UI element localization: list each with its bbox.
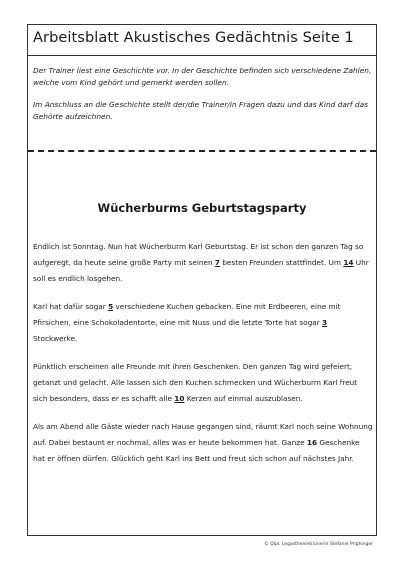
story-text: Geschenke hat er öffnen dürfen. Glücklich geht Karl ins Bett und freut sich schon auf nächstes Jahr.	[33, 438, 360, 463]
story-number: 7	[214, 258, 220, 267]
intro-paragraph-2: Im Anschluss an die Geschichte stellt der/die Trainer/in Fragen dazu und das Kind darf das Gehörte aufzeichnen.	[33, 100, 368, 121]
intro-paragraph-1: Der Trainer liest eine Geschichte vor. In der Geschichte befinden sich verschiedene Zahlen, welche vom Kind gehört und gemerkt werden sollen.	[33, 66, 372, 87]
story-number: 3	[322, 318, 328, 327]
dashed-divider	[28, 150, 376, 152]
story-text: Als am Abend alle Gäste wieder nach Hause gegangen sind, räumt Karl noch seine Wohnung auf. Dabei bestaunt er nochmal, alles was er heute bekommen hat. Ganze	[33, 422, 373, 447]
story-title: Wücherburms Geburtstagsparty	[97, 201, 307, 215]
story-text: Kerzen auf einmal auszublasen.	[184, 394, 303, 403]
story-text: Endlich ist Sonntag. Nun hat Wücherburm Karl Geburtstag. Er ist schon den ganzen Tag so aufgeregt, da heute seine große Party mit seinen	[33, 242, 364, 267]
story-text: besten Freunden stattfindet. Um	[219, 258, 344, 267]
story-paragraph-3	[33, 359, 373, 407]
worksheet-frame	[27, 24, 377, 536]
story-text: verschiedene Kuchen gebacken. Eine mit Erdbeeren, eine mit Pfirsichen, eine Schokoladentorte, eine mit Nuss und die letzte Torte hat sogar	[33, 302, 341, 327]
story-text: Uhr soll es endlich losgehen.	[33, 258, 369, 283]
story-paragraph-4	[33, 419, 373, 467]
story-paragraph-2	[33, 299, 373, 347]
header-box	[28, 25, 376, 56]
story-number: 5	[108, 302, 114, 311]
story-text: Pünktlich erscheinen alle Freunde mit ihren Geschenken. Den ganzen Tag wird gefeiert, getanzt und gelacht. Alle lassen sich den Kuchen schmecken und Wücherburm Karl freut sich besonders, dass er es schafft alle	[33, 362, 358, 403]
page-title: Arbeitsblatt Akustisches Gedächtnis Seite 1	[33, 30, 354, 46]
story-body	[33, 239, 373, 479]
story-text: Karl hat dafür sogar	[33, 302, 109, 311]
intro-instructions	[33, 65, 373, 133]
copyright-footer: © Dipl. Legasthenietrainerin Stefanie Prighinger	[264, 542, 373, 547]
story-paragraph-1	[33, 239, 373, 287]
story-number: 10	[174, 394, 185, 403]
story-number: 14	[343, 258, 354, 267]
story-number: 16	[306, 438, 318, 447]
story-text: Stockwerke.	[33, 334, 78, 343]
